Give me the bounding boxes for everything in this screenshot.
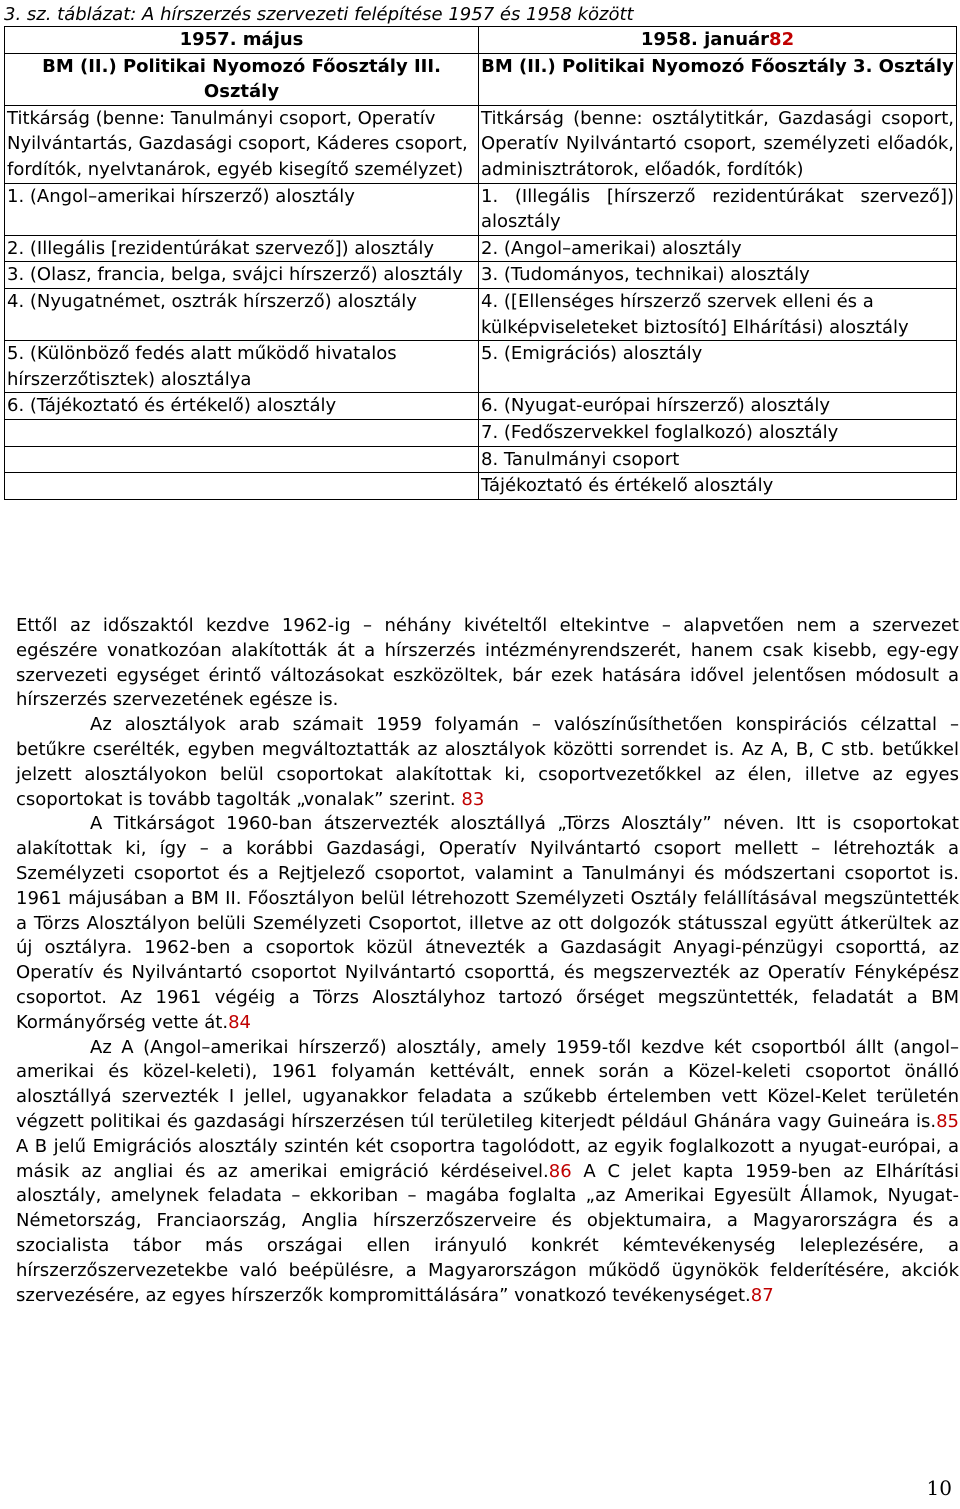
- footnote-ref-83[interactable]: 83: [461, 788, 485, 810]
- header-right-date: [479, 27, 957, 54]
- table-row: [5, 473, 957, 500]
- table-row: [5, 288, 957, 340]
- table-cell-right: Tájékoztató és értékelő alosztály: [479, 473, 957, 500]
- table-cell-left: 2. (Illegális [rezidentúrákat szervező]) alosztály: [5, 235, 479, 262]
- paragraph-2-text: Az alosztályok arab számait 1959 folyamán – valószínűsíthetően konspirációs célzattal – betűkre cserélték, egyben megváltoztatták az alosztályok közötti sorrendet is. Az A, B, C stb. betűkkel jelzett alosztályokon belül csoportokat alakítottak ki, csoportvezetőkkel az élen, illetve az egyes csoportokat is tovább tagolták „vonalak” szerint.: [16, 714, 959, 810]
- table-cell-left: 1. (Angol–amerikai hírszerző) alosztály: [5, 183, 479, 235]
- paragraph-3-text: A Titkárságot 1960-ban átszervezték alosztállyá „Törzs Alosztály” néven. Itt is csoportokat alakítottak ki, így – a korábbi Gazdasági, Operatív Nyilvántartó csoport mellett – létrehozták a Személyzeti csoportot és a Rejtjelező csoportot, valamint a Tanulmányi és módszertani csoportot is. 1961 májusában a BM II. Főosztályon belül létrehozott Személyzeti Osztály felállításával megszüntették a Törzs Alosztályon belüli Személyzeti Csoportot, illetve az ott dolgozók státusszal együtt átkerültek az új osztályra. 1962-ben a csoportok közül átnevezték a Gazdaságit Anyagi-pénzügyi csoporttá, az Operatív és Nyilvántartó csoportot Nyilvántartó csoporttá, és megszervezték az Operatív Fényképész csoportot. Az 1961 végéig a Törzs Alosztályhoz tartozó őrséget megszüntették, feladatát a BM Kormányőrség vette át.: [16, 813, 959, 1033]
- table-cell-right: 3. (Tudományos, technikai) alosztály: [479, 262, 957, 289]
- table-row: [5, 183, 957, 235]
- page-number: 10: [926, 1476, 952, 1500]
- paragraph-2: [16, 713, 959, 812]
- paragraph-4-text-b: A B jelű Emigrációs alosztály szintén két csoportra tagolódott, az egyik foglalkozott a nyugat-európai, a másik az angliai és az amerikai emigráció kérdéseivel.: [16, 1135, 959, 1182]
- footnote-ref-82[interactable]: 82: [769, 29, 795, 50]
- table-cell-left: 6. (Tájékoztató és értékelő) alosztály: [5, 393, 479, 420]
- table-cell-left: 5. (Különböző fedés alatt működő hivatalos hírszerzőtisztek) alosztálya: [5, 341, 479, 393]
- paragraph-4-text-a: Az A (Angol–amerikai hírszerző) alosztály, amely 1959-től kezdve két csoportból állt (angol–amerikai és közel-keleti), 1961 folyamán kettévált, ennek során a Közel-keleti csoportot önálló alosztállyá szervezték I jellel, ugyanakkor feladata a szűkebb értelemben vett Közel-Kelet területén végzett politikai és gazdasági hírszerzésen túl területileg kiterjedt például Ghánára vagy Guineára is.: [16, 1036, 959, 1132]
- table-cell-right: 8. Tanulmányi csoport: [479, 446, 957, 473]
- paragraph-1: Ettől az időszaktól kezdve 1962-ig – néhány kivételtől eltekintve – alapvetően nem a szervezet egészére vonatkozóan alakították át a hírszerzés intézményrendszerét, hanem csak kisebb, egy-egy szervezeti egységet érintő változásokat eszközöltek, bár ezek hatására idővel jelentősen módosult a hírszerzés szervezetének egésze is.: [16, 615, 959, 711]
- header-left-title: BM (II.) Politikai Nyomozó Főosztály III. Osztály: [5, 53, 479, 105]
- paragraph-4: [16, 1036, 959, 1309]
- table-cell-right: 4. ([Ellenséges hírszerző szervek elleni és a külképviseleteket biztosító] Elhárítási) alosztály: [479, 288, 957, 340]
- body-text: [16, 614, 959, 1308]
- secretariat-left: Titkárság (benne: Tanulmányi csoport, Operatív Nyilvántartás, Gazdasági csoport, Káderes csoport, fordítók, nyelvtanárok, egyéb kisegítő személyzet): [5, 105, 479, 183]
- footnote-ref-85[interactable]: 85: [936, 1110, 959, 1132]
- table-caption: 3. sz. táblázat: A hírszerzés szervezeti felépítése 1957 és 1958 között: [4, 4, 634, 25]
- header-right-date-text: 1958. január: [640, 29, 770, 50]
- table-header-title-row: [5, 53, 957, 105]
- secretariat-right: Titkárság (benne: osztálytitkár, Gazdasági csoport, Operatív Nyilvántartó csoport, személyzeti előadók, adminisztrátorok, előadók, fordítók): [479, 105, 957, 183]
- table-cell-left: [5, 419, 479, 446]
- paragraph-3: [16, 812, 959, 1035]
- organization-table: [4, 26, 957, 500]
- header-right-title: BM (II.) Politikai Nyomozó Főosztály 3. Osztály: [479, 53, 957, 105]
- table-row: [5, 419, 957, 446]
- footnote-ref-84[interactable]: 84: [228, 1011, 251, 1033]
- table-row: [5, 393, 957, 420]
- table-cell-right: 2. (Angol–amerikai) alosztály: [479, 235, 957, 262]
- table-row: [5, 446, 957, 473]
- footnote-ref-87[interactable]: 87: [750, 1284, 774, 1306]
- table-row: [5, 235, 957, 262]
- table-cell-left: 3. (Olasz, francia, belga, svájci hírszerző) alosztály: [5, 262, 479, 289]
- table-cell-right: 5. (Emigrációs) alosztály: [479, 341, 957, 393]
- table-cell-left: 4. (Nyugatnémet, osztrák hírszerző) alosztály: [5, 288, 479, 340]
- table-row-secretariat: [5, 105, 957, 183]
- table-header-date-row: [5, 27, 957, 54]
- table-cell-right: 7. (Fedőszervekkel foglalkozó) alosztály: [479, 419, 957, 446]
- table-cell-left: [5, 473, 479, 500]
- table-cell-right: 6. (Nyugat-európai hírszerző) alosztály: [479, 393, 957, 420]
- table-cell-right: 1. (Illegális [hírszerző rezidentúrákat szervező]) alosztály: [479, 183, 957, 235]
- header-left-date: 1957. május: [5, 27, 479, 54]
- paragraph-4-text-c: A C jelet kapta 1959-ben az Elhárítási alosztály, amelynek feladata – ekkoriban – magába foglalta „az Amerikai Egyesült Államok, Nyugat-Németország, Franciaország, Anglia hírszerzőszerveire és objektumaira, a Magyarországra és a szocialista tábor más országai ellen irányuló konkrét kémtevékenység leleplezésére, a hírszerzőszervezetekbe való beépülésre, a Magyarországon működő ügynökök felderítésére, akciók szervezésére, az egyes hírszerzők kompromittálására” vonatkozó tevékenységet.: [16, 1160, 960, 1306]
- table-cell-left: [5, 446, 479, 473]
- footnote-ref-86[interactable]: 86: [548, 1160, 572, 1182]
- table-row: [5, 262, 957, 289]
- table-row: [5, 341, 957, 393]
